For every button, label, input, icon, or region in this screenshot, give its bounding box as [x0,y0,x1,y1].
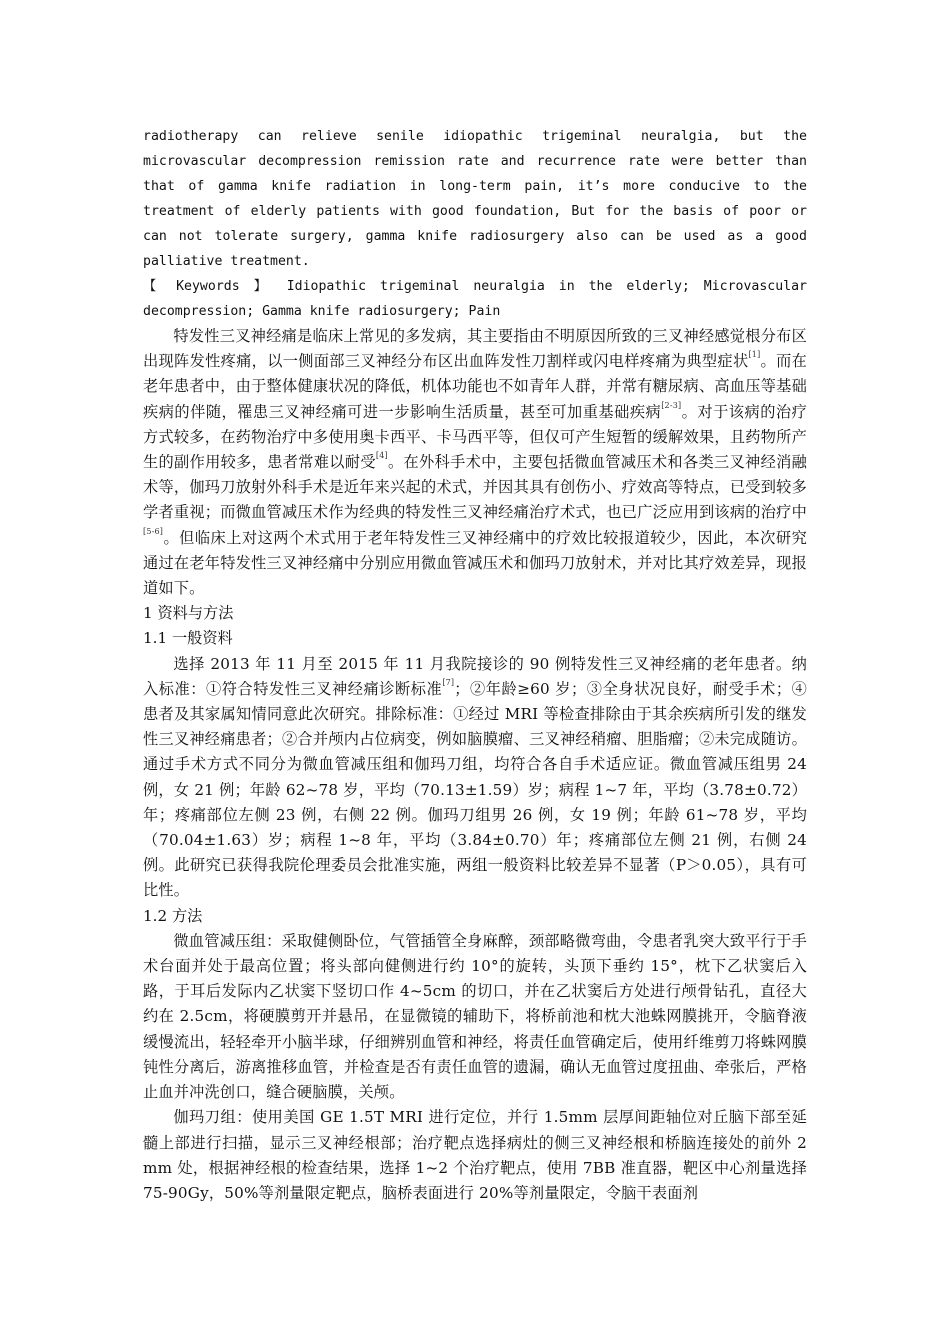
general-data-paragraph [143,652,807,904]
intro-text-5: 。但临床上对这两个术式用于老年特发性三叉神经痛中的疗效比较报道较少，因此，本次研究通过在老年特发性三叉神经痛中分别应用微血管减压术和伽玛刀放射术，并对比其疗效差异，现报道如下。 [143,528,807,598]
section-heading: 1 资料与方法 [143,604,234,623]
intro-paragraph [143,324,807,601]
keywords-text: Idiopathic trigeminal neuralgia in the elderly; Microvascular decompression; Gamma knife radiosurgery; Pain [143,279,807,319]
general-text-2: ；②年龄≥60 岁；③全身状况良好，耐受手术；④患者及其家属知情同意此次研究。排除标准：①经过 MRI 等检查排除由于其余疾病所引发的继发性三叉神经痛患者；②合并颅内占位病变，例如脑膜瘤、三叉神经稍瘤、胆脂瘤；②未完成随访。通过手术方式不同分为微血管减压组和伽玛刀组，均符合各自手术适应证。微血管减压组男 24 例，女 21 例；年龄 62~78 岁，平均（70.13±1.59）岁；病程 1~7 年，平均（3.78±0.72）年；疼痛部位左侧 23 例，右侧 22 例。伽玛刀组男 26 例，女 19 例；年龄 61~78 岁，平均（70.04±1.63）岁；病程 1~8 年，平均（3.84±0.70）年；疼痛部位左侧 21 例，右侧 24 例。此研究已获得我院伦理委员会批准实施，两组一般资料比较差异不显著（P＞0.05），具有可比性。 [143,679,807,900]
citation-3: [4] [375,451,388,461]
general-text-1: 选择 2013 年 11 月至 2015 年 11 月我院接诊的 90 例特发性三叉神经痛的老年患者。纳入标准：①符合特发性三叉神经痛诊断标准 [143,654,807,698]
abstract-text: radiotherapy can relieve senile idiopathic trigeminal neuralgia, but the microvascular decompression remission rate and recurrence rate were better than that of gamma knife radiation in long-term pain, it’s more conducive to the treatment of elderly patients with good foundation, But for the basis of poor or can not tolerate surgery, gamma knife radiosurgery also can be used as a good palliative treatment. [143,129,807,269]
citation-1: [1] [748,350,761,360]
page-content [143,124,807,1206]
intro-text-3: 。对于该病的治疗方式较多，在药物治疗中多使用奥卡西平、卡马西平等，但仅可产生短暂的缓解效果，且药物所产生的副作用较多，患者常难以耐受 [143,402,807,472]
citation-2: [2-3] [661,400,682,410]
mvd-method-paragraph: 微血管减压组：采取健侧卧位，气管插管全身麻醉，颈部略微弯曲，令患者乳突大致平行于手术台面并处于最高位置；将头部向健侧进行约 10°的旋转，头顶下垂约 15°，枕下乙状窦后入路，于耳后发际内乙状窦下竖切口作 4~5cm 的切口，并在乙状窦后方处进行颅骨钻孔，直径大约在 2.5cm，将硬膜剪开并悬吊，在显微镜的辅助下，将桥前池和枕大池蛛网膜挑开，令脑脊液缓慢流出，轻轻牵开小脑半球，仔细辨别血管和神经，将责任血管确定后，使用纤维剪刀将蛛网膜钝性分离后，游离推移血管，并检查是否有责任血管的遗漏，确认无血管过度扭曲、牵张后，严格止血并冲洗创口，缝合硬脑膜，关颅。 [143,931,807,1102]
subsection-heading-methods: 1.2 方法 [143,906,203,925]
intro-text-2: 。而在老年患者中，由于整体健康状况的降低，机体功能也不如青年人群，并常有糖尿病、高血压等基础疾病的伴随，罹患三叉神经痛可进一步影响生活质量，甚至可加重基础疾病 [143,352,807,421]
keywords-label: 【 Keywords 】 [143,279,273,294]
intro-text-4: 。在外科手术中，主要包括微血管减压术和各类三叉神经消融术等，伽玛刀放射外科手术是近年来兴起的术式，并因其具有创伤小、疗效高等特点，已受到较多学者重视；而微血管减压术作为经典的特发性三叉神经痛治疗术式，也已广泛应用到该病的治疗中 [143,453,808,522]
intro-text-1: 特发性三叉神经痛是临床上常见的多发病，其主要指由不明原因所致的三叉神经感觉根分布区出现阵发性疼痛，以一侧面部三叉神经分布区出血阵发性刀割样或闪电样疼痛为典型症状 [143,327,807,371]
abstract-english [143,124,807,324]
citation-5: [7] [442,677,455,687]
citation-4: [5-6] [143,526,164,536]
subsection-heading-general: 1.1 一般资料 [143,629,233,648]
gamma-knife-method-paragraph: 伽玛刀组：使用美国 GE 1.5T MRI 进行定位，并行 1.5mm 层厚间距轴位对丘脑下部至延髓上部进行扫描，显示三叉神经根部；治疗靶点选择病灶的侧三叉神经根和桥脑连接处的前外 2 mm 处，根据神经根的检查结果，选择 1~2 个治疗靶点，使用 7BB 准直器，靶区中心剂量选择 75-90Gy，50%等剂量限定靶点，脑桥表面进行 20%等剂量限定，令脑干表面剂 [143,1108,807,1202]
